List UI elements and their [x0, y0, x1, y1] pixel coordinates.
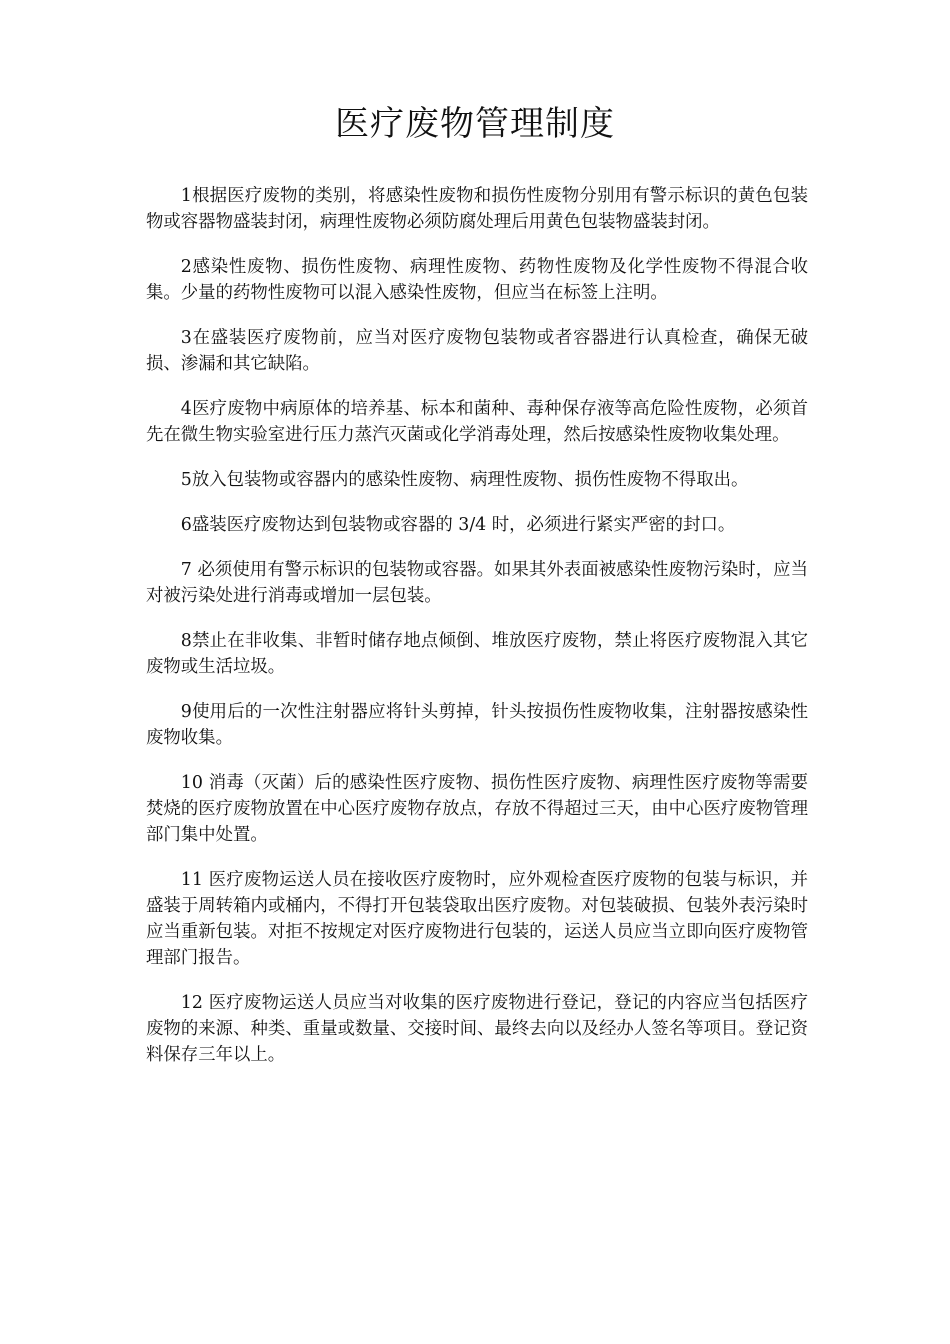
paragraph-9: 9使用后的一次性注射器应将针头剪掉，针头按损伤性废物收集，注射器按感染性废物收集。: [146, 702, 808, 748]
paragraph-7: 7 必须使用有警示标识的包装物或容器。如果其外表面被感染性废物污染时，应当对被污染处进行消毒或增加一层包装。: [146, 560, 808, 606]
paragraph-10: 10 消毒（灭菌）后的感染性医疗废物、损伤性医疗废物、病理性医疗废物等需要焚烧的医疗废物放置在中心医疗废物存放点，存放不得超过三天，由中心医疗废物管理部门集中处置。: [146, 773, 808, 845]
paragraph-12: 12 医疗废物运送人员应当对收集的医疗废物进行登记，登记的内容应当包括医疗废物的来源、种类、重量或数量、交接时间、最终去向以及经办人签名等项目。登记资料保存三年以上。: [146, 993, 808, 1065]
paragraph-2: 2感染性废物、损伤性废物、病理性废物、药物性废物及化学性废物不得混合收集。少量的药物性废物可以混入感染性废物，但应当在标签上注明。: [146, 257, 808, 303]
paragraph-11: 11 医疗废物运送人员在接收医疗废物时，应外观检查医疗废物的包装与标识，并盛装于周转箱内或桶内，不得打开包装袋取出医疗废物。对包装破损、包装外表污染时应当重新包装。对拒不按规定对医疗废物进行包装的，运送人员应当立即向医疗废物管理部门报告。: [146, 870, 808, 968]
paragraph-1: 1根据医疗废物的类别，将感染性废物和损伤性废物分别用有警示标识的黄色包装物或容器物盛装封闭，病理性废物必须防腐处理后用黄色包装物盛装封闭。: [146, 186, 808, 232]
document-body: [146, 183, 808, 1087]
paragraph-8: 8禁止在非收集、非暂时储存地点倾倒、堆放医疗废物，禁止将医疗废物混入其它废物或生活垃圾。: [146, 631, 808, 677]
paragraph-6: 6盛装医疗废物达到包装物或容器的 3/4 时，必须进行紧实严密的封口。: [180, 515, 736, 535]
page-title: 医疗废物管理制度: [335, 104, 615, 144]
paragraph-5: 5放入包装物或容器内的感染性废物、病理性废物、损伤性废物不得取出。: [180, 470, 749, 490]
paragraph-4: 4医疗废物中病原体的培养基、标本和菌种、毒种保存液等高危险性废物，必须首先在微生物实验室进行压力蒸汽灭菌或化学消毒处理，然后按感染性废物收集处理。: [146, 399, 808, 445]
paragraph-3: 3在盛装医疗废物前，应当对医疗废物包装物或者容器进行认真检查，确保无破损、渗漏和其它缺陷。: [146, 328, 808, 374]
